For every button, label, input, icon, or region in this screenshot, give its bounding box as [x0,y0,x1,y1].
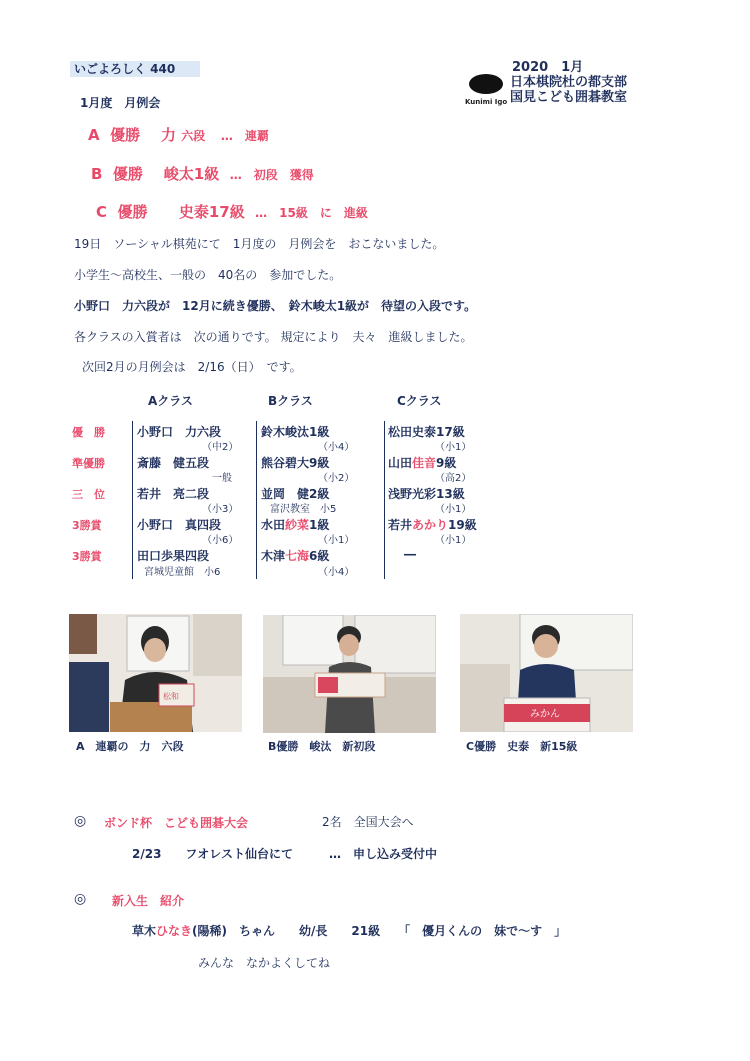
photo-a [69,614,242,732]
newsletter-number: いごよろしく 440 [70,61,200,77]
photo-b-illustration [263,615,436,733]
winner-b: 並岡 健2級 [261,487,330,501]
column-header-c: Cクラス [397,394,442,408]
winner-detail: （小1） [318,535,355,546]
winner-detail: （高2） [435,473,472,484]
bullet-mark: ◎ [74,891,87,907]
result-class: B [91,165,103,183]
paragraph: 小学生～高校生、一般の 40名の 参加でした。 [74,268,342,282]
winner-b: 熊谷碧大9級 [261,456,330,470]
photo-c [460,614,633,732]
winner-b: 水田紗菜1級 [261,518,330,532]
result-class: A [88,126,100,144]
paragraph: 各クラスの入賞者は 次の通りです。 規定により 夫々 進級しました。 [74,330,473,344]
section-title-new-student: 新入生 紹介 [112,894,185,908]
org-branch: 日本棋院杜の都支部 [510,75,628,90]
new-student-intro: 草木ひなき(陽稀) ちゃん 幼/長 21級 「 優月くんの 妹で～す 」 [132,924,567,938]
meeting-title: 1月度 月例会 [80,96,161,110]
photo-c-illustration [460,614,633,732]
result-note: … 15級 に 進級 [255,206,368,220]
winner-detail: （小4） [318,567,355,578]
winner-a: 小野口 真四段 [137,518,222,532]
winner-c: ― [404,547,416,561]
section-title-bond-cup: ボンド杯 こども囲碁大会 [104,816,249,830]
winner-a: 若井 亮二段 [137,487,210,501]
result-name: 峻太1級 [163,165,220,183]
paragraph: 小野口 力六段が 12月に続き優勝、 鈴木峻太1級が 待望の入段です。 [74,299,477,313]
table-divider [384,421,385,579]
table-divider [132,421,133,579]
new-student-message: みんな なかよくしてね [198,956,331,970]
winner-a: 斎藤 健五段 [137,456,210,470]
winner-detail: （小1） [435,504,472,515]
result-label: 優勝 [110,126,141,144]
result-note: … 連覇 [220,129,269,143]
club-logo [465,74,507,114]
winner-b: 木津七海6級 [261,549,330,563]
winner-c: 山田佳音9級 [388,456,457,470]
rank-label: 3勝賞 [72,550,102,563]
result-rank: 六段 [181,129,206,143]
result-b [91,163,314,184]
result-label: 優勝 [117,203,148,221]
winner-detail: 一般 [212,473,232,484]
bullet-mark: ◎ [74,813,87,829]
winner-detail: （小6） [202,535,239,546]
winner-a: 田口歩果四段 [137,549,210,563]
paragraph: 19日 ソーシャル棋苑にて 1月度の 月例会を おこないました。 [74,237,445,251]
winner-a: 小野口 力六段 [137,425,222,439]
winner-b: 鈴木峻汰1級 [261,425,330,439]
photo-caption: B優勝 峻汰 新初段 [268,740,376,753]
org-date: 2020 1月 [512,60,584,75]
rank-label: 優 勝 [72,426,105,439]
winner-c: 若井あかり19級 [388,518,477,532]
result-name: 力 [160,126,176,144]
photo-b [263,615,436,733]
rank-label: 3勝賞 [72,519,102,532]
winner-detail: （小4） [318,442,355,453]
photo-caption: A 連覇の 力 六段 [76,740,184,753]
column-header-a: Aクラス [148,394,193,408]
photo-c-box-text: みかん [530,709,560,720]
logo-text: Kunimi Igo [465,98,508,106]
winner-detail: （小2） [318,473,355,484]
section-note: 2名 全国大会へ [322,815,414,829]
winner-detail: 富沢教室 小5 [270,504,337,515]
table-divider [256,421,257,579]
photo-a-box-text: 松和 [163,692,179,701]
winner-detail: 宮城児童館 小6 [144,567,221,578]
photo-caption: C優勝 史泰 新15級 [466,740,578,753]
rank-label: 準優勝 [72,457,105,470]
photo-a-illustration [69,614,242,732]
result-note: … 初段 獲得 [229,168,314,182]
result-class: C [96,203,108,221]
winner-c: 浅野光彩13級 [388,487,465,501]
winner-detail: （小1） [435,535,472,546]
result-c [96,201,368,222]
result-label: 優勝 [112,165,143,183]
winner-detail: （小3） [202,504,239,515]
winner-detail: （中2） [202,442,239,453]
rank-label: 三 位 [72,488,105,501]
winner-detail: （小1） [435,442,472,453]
result-a [88,124,269,145]
result-name: 史泰17級 [178,203,245,221]
organization-block [510,60,627,105]
go-stone-icon [469,74,503,94]
paragraph: 次回2月の月例会は 2/16（日） です。 [82,360,302,374]
section-detail: 2/23 フオレスト仙台にて … 申し込み受付中 [132,847,437,861]
org-classroom: 国見こども囲碁教室 [510,90,628,105]
winner-c: 松田史泰17級 [388,425,465,439]
column-header-b: Bクラス [268,394,313,408]
